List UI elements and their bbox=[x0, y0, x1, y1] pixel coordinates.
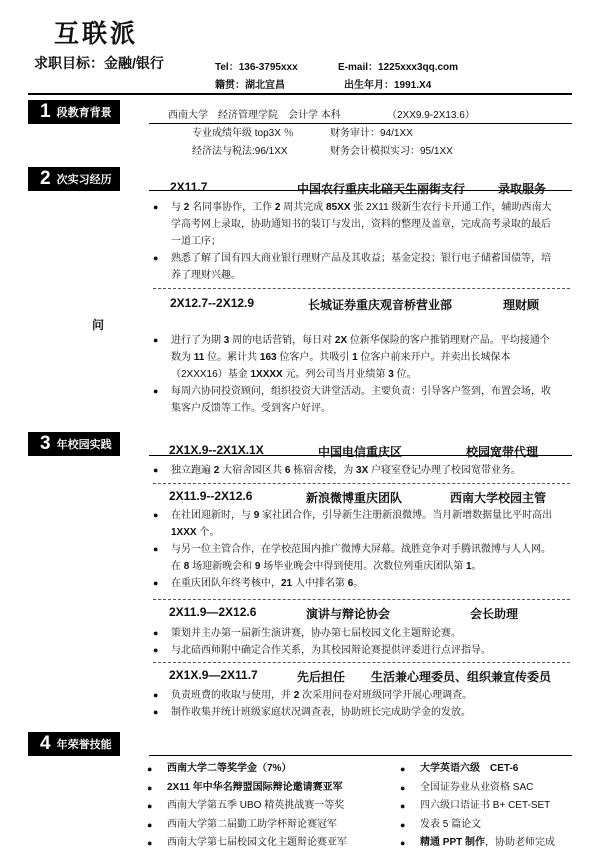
section-number: 3 bbox=[40, 433, 51, 454]
activity-role: 生活兼心理委员、组织兼宣传委员 bbox=[371, 670, 552, 684]
candidate-name: 互联派 bbox=[54, 20, 139, 48]
activity-bullets bbox=[153, 625, 558, 659]
honor-item: ● 发表 5 篇论文 bbox=[400, 816, 555, 835]
job-date: 2X12.7--2X12.9 bbox=[170, 296, 255, 310]
activity-bullets bbox=[153, 507, 558, 592]
bullet-item: ● 与 2 名同事协作，工作 2 周共完成 85XX 张 2X11 级新生农行卡开通工作，辅助西南大学高考网上录取，协助通知书的装订与发出，资料的整理及盖章，完成高考录取的最后一道工序； bbox=[153, 199, 558, 250]
activity-date: 2X1X.9—2X11.7 bbox=[169, 668, 258, 682]
education-item: 财务会计模拟实习：95/1XX bbox=[330, 146, 453, 157]
section-title: 年校园实践 bbox=[56, 439, 112, 451]
activity-role: 会长助理 bbox=[470, 607, 519, 621]
honor-item: ● 西南大学第七届校园文化主题辩论赛亚军 bbox=[147, 834, 347, 853]
activity-separator bbox=[153, 662, 570, 664]
honor-item: ● 精通 PPT 制作，协助老师完成 bbox=[400, 834, 555, 853]
job-date: 2X11.7 bbox=[170, 180, 208, 194]
section-title: 年荣誉技能 bbox=[56, 739, 112, 751]
activity-bullets bbox=[153, 687, 558, 721]
birth-date: 出生年月：1991.X4 bbox=[344, 80, 432, 91]
bullet-item: ● 在重庆团队年终考核中，21 人中排名第 6。 bbox=[153, 575, 558, 592]
activity-role: 校园宽带代理 bbox=[466, 445, 539, 459]
honor-item: ● 全国证券业从业资格 SAC bbox=[400, 779, 555, 798]
bullet-item: ● 在社团迎新时，与 9 家社团合作，引导新生注册新浪微博。当月新增数据量比平时高出 1XXX 个。 bbox=[153, 507, 558, 541]
activity-separator bbox=[153, 483, 570, 485]
education-period: （2XX9.9-2X13.6） bbox=[387, 110, 475, 121]
bullet-item: ● 策划并主办第一届新生演讲赛，协办第七届校园文化主题辩论赛。 bbox=[153, 625, 558, 642]
honors-list bbox=[147, 760, 347, 853]
section-number: 2 bbox=[40, 168, 51, 189]
section-title: 次实习经历 bbox=[56, 174, 112, 186]
bullet-item: ● 进行了为期 3 周的电话营销，每日对 2X 位新华保险的客户推销理财产品。平均接通个数为 11 位。累计共 163 位客户。共吸引 1 位客户前来开户。并卖出长城保本（2XXX16）基金 1XXXX 元。列公司当月业绩第 3 位。 bbox=[153, 332, 558, 383]
header-rule bbox=[28, 93, 572, 95]
job-org: 长城证券重庆观音桥营业部 bbox=[308, 298, 453, 312]
education-item: 专业成绩年级 top3X ％ bbox=[192, 128, 294, 139]
section-internship-header bbox=[28, 167, 120, 191]
activity-separator bbox=[153, 599, 570, 601]
honor-item: ● 西南大学第二届勤工助学杯辩论赛冠军 bbox=[147, 816, 347, 835]
phone: Tel：136-3795xxx bbox=[215, 62, 298, 73]
job-bullets bbox=[153, 332, 558, 417]
native-place: 籍贯：湖北宜昌 bbox=[215, 80, 285, 91]
education-item: 经济法与税法:96/1XX bbox=[192, 146, 288, 157]
honor-item: ● 四六级口语证书 B+ CET-SET bbox=[400, 797, 555, 816]
activity-org: 演讲与辩论协会 bbox=[306, 607, 391, 621]
honor-item: ● 西南大学第五季 UBO 精英挑战赛一等奖 bbox=[147, 797, 347, 816]
bullet-item: ● 独立跑遍 2 大宿舍园区共 6 栋宿舍楼，为 3X 户寝室登记办理了校园宽带业务。 bbox=[153, 462, 558, 479]
bullet-item: ● 与北碚西师附中确定合作关系，为其校园辩论赛提供评委进行点评指导。 bbox=[153, 642, 558, 659]
job-role: 理财顾 bbox=[503, 298, 540, 312]
education-item: 财务审计：94/1XX bbox=[330, 128, 413, 139]
honor-item: ● 大学英语六级 CET-6 bbox=[400, 760, 555, 779]
section-number: 1 bbox=[40, 101, 51, 122]
activity-date: 2X1X.9--2X1X.1X bbox=[169, 443, 264, 457]
bullet-item: ● 与另一位主管合作，在学校范围内推广微博大屏幕。战胜竞争对手腾讯微博与人人网。在 8 场迎新晚会和 9 场毕业晚会中得到使用。次数位列重庆团队第 1。 bbox=[153, 541, 558, 575]
section-honors-header bbox=[28, 732, 120, 756]
section-education-header bbox=[28, 100, 120, 124]
activity-bullets bbox=[153, 462, 558, 479]
activity-date: 2X11.9--2X12.6 bbox=[169, 489, 253, 503]
section-campus-header bbox=[28, 432, 120, 456]
activity-org: 中国电信重庆区 bbox=[318, 445, 403, 459]
email: E-mail：1225xxx3qq.com bbox=[338, 62, 459, 73]
activity-role: 西南大学校园主管 bbox=[450, 491, 547, 505]
bullet-item: ● 制作收集并统计班级家庭状况调查表，协助班长完成助学金的发放。 bbox=[153, 704, 558, 721]
job-org: 中国农行重庆北碚天生丽街支行 bbox=[297, 182, 466, 196]
education-school: 西南大学 经济管理学院 会计学 本科 bbox=[168, 110, 341, 121]
activity-org: 新浪微博重庆团队 bbox=[306, 491, 403, 505]
job-role-continued: 问 bbox=[92, 318, 105, 332]
bullet-item: ● 负责班费的收取与使用，并 2 次采用问卷对班级同学开展心理调查。 bbox=[153, 687, 558, 704]
section-number: 4 bbox=[40, 733, 51, 754]
activity-org: 先后担任 bbox=[297, 670, 346, 684]
section-underline bbox=[149, 755, 572, 756]
honor-item: ● 2X11 年中华名辩盟国际辩论邀请赛亚军 bbox=[147, 779, 347, 798]
bullet-item: ● 每周六协同投资顾问，组织投资大讲堂活动。主要负责：引导客户签到，布置会场，收集客户反馈等工作。受到客户好评。 bbox=[153, 383, 558, 417]
honor-item: ● 西南大学二等奖学金（7%） bbox=[147, 760, 347, 779]
job-objective: 求职目标：金融/银行 bbox=[34, 55, 164, 71]
bullet-item: ● 熟悉了解了国有四大商业银行理财产品及其收益；基金定投；银行电子储蓄国债等，培养了理财兴趣。 bbox=[153, 250, 558, 284]
job-role: 录取服务 bbox=[498, 182, 547, 196]
activity-date: 2X11.9—2X12.6 bbox=[169, 605, 257, 619]
skills-list bbox=[400, 760, 555, 853]
section-title: 段教育背景 bbox=[56, 107, 112, 119]
job-separator bbox=[153, 288, 570, 290]
job-bullets bbox=[153, 199, 558, 284]
